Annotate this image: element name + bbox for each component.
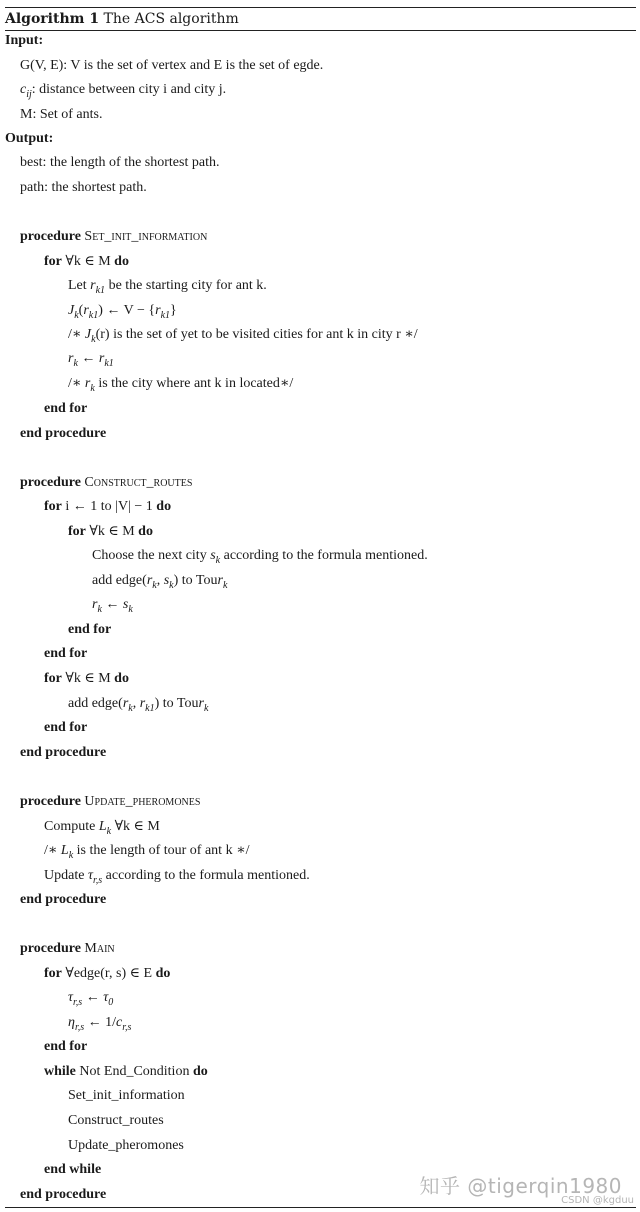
algo-line-p1l3: $J_k(r_{k1})$ ← $V - \{r_{k1}\}$	[68, 303, 177, 321]
algo-line-p2: procedure Construct_routes	[20, 475, 193, 490]
algorithm-title: The ACS algorithm	[103, 11, 239, 27]
algo-line-p4: procedure Main	[20, 941, 115, 956]
algo-line-p3l2: /∗ $L_k$ is the length of tour of ant k ∗/	[44, 843, 250, 861]
algo-line-p1l4: /∗ $J_k(r)$ is the set of yet to be visited cities for ant k in city r ∗/	[68, 327, 418, 345]
algo-line-p3l3: Update $\tau_{r,s}$ according to the formula mentioned.	[44, 868, 310, 886]
watermark-sub: CSDN @kgduu	[561, 1195, 634, 1206]
algo-line-p4l7: Construct_routes	[68, 1113, 164, 1128]
algo-line-p4l1: for ∀edge(r, s) ∈ E do	[44, 966, 171, 981]
algo-line-p2l4: add $edge(r_k$, $s_k$) to Tour$_k$	[92, 573, 228, 591]
algo-line-output: Output:	[5, 131, 54, 146]
algo-line-p3end: end procedure	[20, 892, 107, 907]
algo-line-p4l2: $\tau_{r,s}$ ← $\tau_0$	[68, 990, 114, 1008]
algo-line-p3: procedure Update_pheromones	[20, 794, 201, 809]
algo-line-p2l1: for i ← 1 to |V| − 1 do	[44, 499, 172, 514]
algo-line-in3: M: Set of ants.	[20, 107, 103, 122]
algo-line-p1l1: for ∀k ∈ M do	[44, 254, 129, 269]
algo-line-out2: path: the shortest path.	[20, 180, 147, 195]
top-rule	[5, 7, 636, 8]
algo-line-p1l5: $r_k$ ← $r_{k1}$	[68, 351, 114, 369]
algo-line-p1l2: Let $r_{k1}$ be the starting city for ant k.	[68, 278, 267, 296]
algo-line-p1l6: /∗ $r_k$ is the city where ant k in located∗/	[68, 376, 294, 394]
algo-line-p4l3: $\eta_{r,s}$ ← $1/c_{r,s}$	[68, 1015, 132, 1033]
algo-line-p4l6: Set_init_information	[68, 1088, 185, 1103]
algo-line-p4l8: Update_pheromones	[68, 1138, 184, 1153]
algo-line-out1: best: the length of the shortest path.	[20, 155, 220, 170]
algorithm-label: Algorithm 1	[5, 11, 100, 27]
algo-line-p2l3: Choose the next city $s_k$ according to the formula mentioned.	[92, 548, 428, 566]
algo-line-p4end: end procedure	[20, 1187, 107, 1202]
algo-line-p1end: end procedure	[20, 426, 107, 441]
algo-line-p2l8: for ∀k ∈ M do	[44, 671, 129, 686]
algo-line-p2l5: $r_k$ ← $s_k$	[92, 597, 133, 615]
bottom-rule	[5, 1207, 636, 1208]
algo-line-p2l2: for ∀k ∈ M do	[68, 524, 153, 539]
algo-line-p1l7: end for	[44, 401, 88, 416]
algo-line-in1: G(V, E): V is the set of vertex and E is the set of egde.	[20, 58, 324, 73]
algo-line-p2l10: end for	[44, 720, 88, 735]
algo-line-p1: procedure Set_init_information	[20, 229, 208, 244]
algo-line-p2l7: end for	[44, 646, 88, 661]
algorithm-header	[5, 10, 239, 28]
algo-line-p3l1: Compute $L_k$ ∀k ∈ M	[44, 819, 160, 837]
algo-line-p2l6: end for	[68, 622, 112, 637]
algo-line-p4l5: while Not End_Condition do	[44, 1064, 208, 1079]
algo-line-p2end: end procedure	[20, 745, 107, 760]
algo-line-p2l9: add $edge(r_k$, $r_{k1}$) to Tour$_k$	[68, 696, 209, 714]
algo-line-input: Input:	[5, 33, 44, 48]
watermark-main: 知乎 @tigerqin1980	[419, 1174, 622, 1198]
algo-line-p4l4: end for	[44, 1039, 88, 1054]
algo-line-in2: $c_{ij}$: distance between city i and city j.	[20, 82, 227, 100]
algo-line-p4l9: end while	[44, 1162, 102, 1177]
header-rule	[5, 30, 636, 31]
